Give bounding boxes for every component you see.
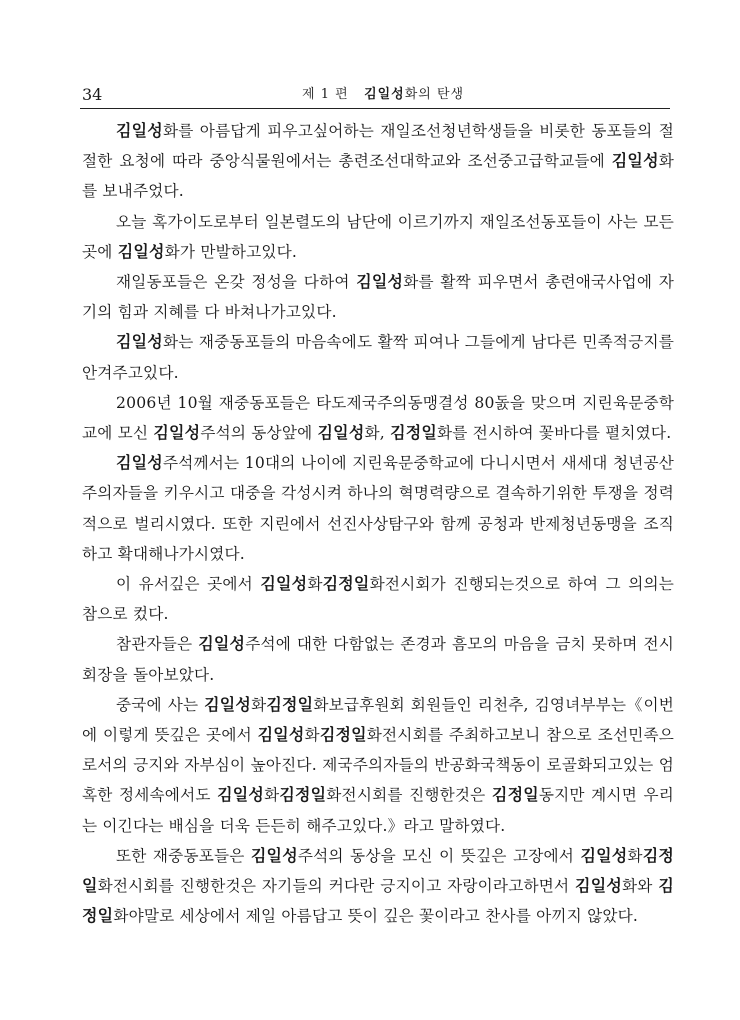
bold-name: 김일성 (116, 121, 163, 140)
running-title (302, 85, 464, 105)
bold-name: 김일성 (356, 272, 404, 292)
bold-name: 김일성 (198, 634, 246, 654)
paragraph: 재일동포들은 온갖 정성을 다하여 김일성화를 활짝 피우면서 총련애국사업에 자기의 힘과 지혜를 다 바쳐나가고있다. (82, 272, 674, 322)
bold-name: 김정일 (319, 725, 367, 745)
bold-name: 김정일 (322, 574, 370, 594)
paragraph: 김일성주석께서는 10대의 나이에 지린육문중학교에 다니시면서 새세대 청년공산주의자들을 키우시고 대중을 각성시켜 하나의 혁명력량으로 결속하기위한 투쟁을 정력적으로 벌리시였다. 또한 지린에서 선진사상탐구와 함께 공청과 반제청년동맹을 조직하고 확대해나가시였다. (82, 453, 674, 563)
bold-name: 김일성 (575, 876, 623, 896)
bold-name: 김정일 (279, 785, 327, 805)
page-header (80, 84, 670, 109)
paragraph: 김일성화를 아름답게 피우고싶어하는 재일조선청년학생들을 비롯한 동포들의 절절한 요청에 따라 중앙식물원에서는 총련조선대학교와 조선중고급학교들에 김일성화를 보내주었다. (82, 121, 674, 201)
bold-name: 김일성 (217, 785, 265, 805)
paragraph: 중국에 사는 김일성화김정일화보급후원회 회원들인 리천추, 김영녀부부는《이번에 이렇게 뜻깊은 곳에서 김일성화김정일화전시회를 주최하고보니 참으로 조선민족으로서의 긍지와 자부심이 높아진다. 제국주의자들의 반공화국책동이 로골화되고있는 엄혹한 정세속에서도 김일성화김정일화전시회를 진행한것은 김정일동지만 계시면 우리는 이긴다는 배심을 더욱 든든히 해주고있다.》라고 말하였다. (82, 694, 674, 835)
bold-name: 김일성 (153, 423, 201, 443)
running-title-bold: 김일성 (364, 87, 405, 102)
paragraph: 이 유서깊은 곳에서 김일성화김정일화전시회가 진행되는것으로 하여 그 의의는 참으로 컸다. (82, 574, 674, 624)
bold-name: 김일성 (250, 845, 298, 865)
bold-name: 김정일 (491, 785, 539, 805)
part-label: 제 1 편 (302, 87, 349, 102)
bold-name: 김일성 (260, 574, 308, 594)
bold-name: 김일성 (580, 845, 628, 865)
bold-name: 김정일 (390, 423, 438, 443)
bold-name: 김일성 (257, 725, 305, 745)
bold-name: 김정일 (266, 694, 314, 714)
paragraph: 또한 재중동포들은 김일성주석의 동상을 모신 이 뜻깊은 고장에서 김일성화김정일화전시회를 진행한것은 자기들의 커다란 긍지이고 자랑이라고하면서 김일성화와 김정일화야말로 세상에서 제일 아름답고 뜻이 깊은 꽃이라고 찬사를 아끼지 않았다. (82, 845, 674, 926)
bold-name: 김정일 (82, 876, 674, 926)
running-title-rest: 화의 탄생 (404, 87, 465, 102)
bold-name: 김일성 (116, 453, 163, 473)
paragraph: 참관자들은 김일성주석에 대한 다함없는 존경과 흠모의 마음을 금치 못하며 전시회장을 돌아보았다. (82, 634, 674, 684)
bold-name: 김일성 (317, 423, 365, 443)
page-number: 34 (82, 85, 103, 104)
bold-name: 김일성 (116, 332, 163, 352)
bold-name: 김일성 (204, 694, 252, 714)
bold-name: 김일성 (611, 151, 659, 171)
paragraph: 2006년 10월 재중동포들은 타도제국주의동맹결성 80돐을 맞으며 지린육문중학교에 모신 김일성주석의 동상앞에 김일성화, 김정일화를 전시하여 꽃바다를 펼치였다. (82, 393, 674, 443)
paragraph: 오늘 혹가이도로부터 일본렬도의 남단에 이르기까지 재일조선동포들이 사는 모든 곳에 김일성화가 만발하고있다. (82, 212, 674, 261)
body-text (82, 116, 674, 931)
bold-name: 김일성 (117, 241, 165, 261)
paragraph: 김일성화는 재중동포들의 마음속에도 활짝 피여나 그들에게 남다른 민족적긍지를 안겨주고있다. (82, 332, 674, 382)
bold-name: 김정일 (82, 845, 674, 896)
